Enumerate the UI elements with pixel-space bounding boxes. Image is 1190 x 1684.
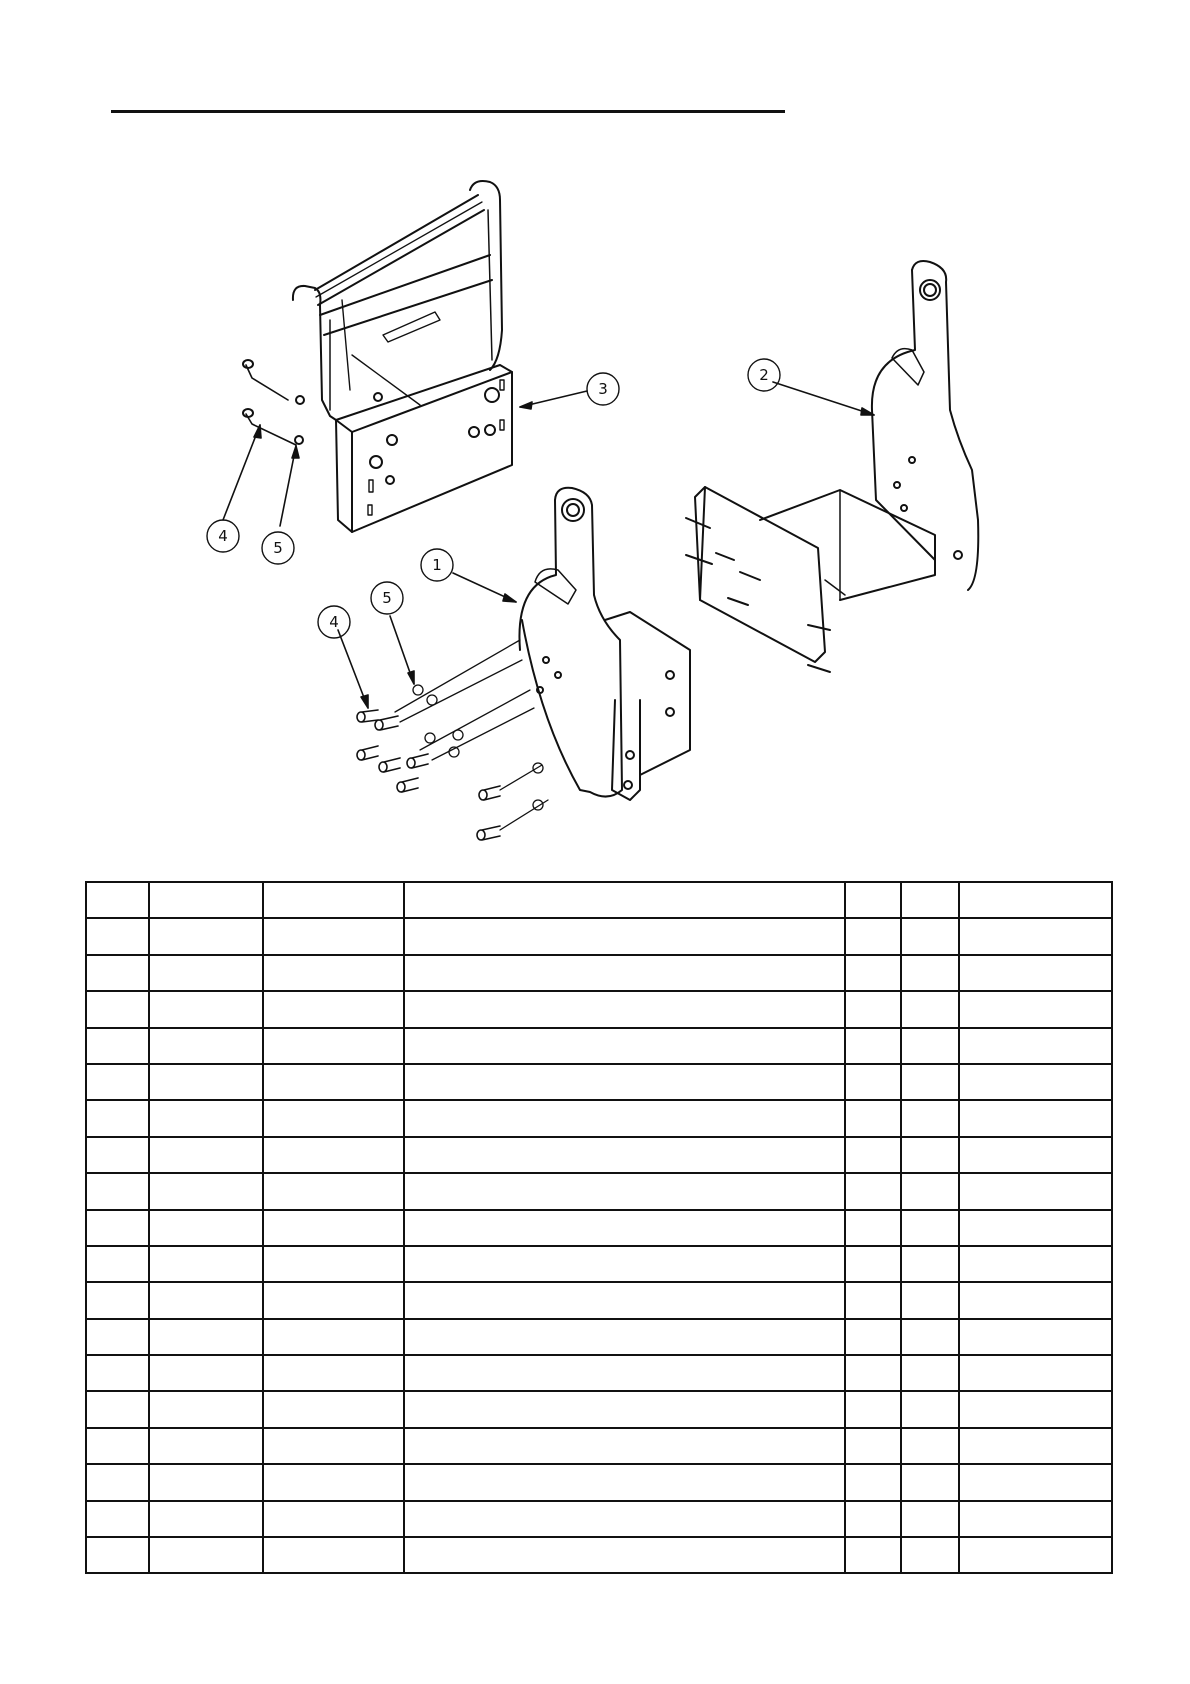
table-cell [86, 1100, 149, 1136]
table-cell [263, 955, 404, 991]
table-row [86, 1100, 1112, 1136]
table-cell [959, 1428, 1112, 1464]
table-cell [901, 1537, 959, 1573]
table-cell [149, 1319, 263, 1355]
table-cell [263, 1173, 404, 1209]
table-cell [845, 1100, 901, 1136]
table-row [86, 1319, 1112, 1355]
table-row [86, 1282, 1112, 1318]
column-header [404, 882, 845, 918]
table-cell [86, 991, 149, 1027]
table-cell [263, 1100, 404, 1136]
table-cell [959, 1246, 1112, 1282]
table-cell [901, 1428, 959, 1464]
table-cell [404, 1282, 845, 1318]
table-cell [959, 1137, 1112, 1173]
table-row [86, 1137, 1112, 1173]
table-cell [263, 1282, 404, 1318]
table-cell [901, 1355, 959, 1391]
table-cell [404, 1028, 845, 1064]
table-cell [404, 918, 845, 954]
table-cell [86, 1064, 149, 1100]
table-cell [263, 991, 404, 1027]
table-cell [901, 1064, 959, 1100]
table-cell [404, 1100, 845, 1136]
table-cell [845, 1064, 901, 1100]
table-cell [404, 1537, 845, 1573]
table-cell [149, 955, 263, 991]
table-cell [86, 1137, 149, 1173]
table-cell [149, 1028, 263, 1064]
column-header [959, 882, 1112, 918]
table-cell [959, 1537, 1112, 1573]
table-cell [901, 1464, 959, 1500]
table-cell [959, 918, 1112, 954]
table-cell [404, 955, 845, 991]
table-row [86, 991, 1112, 1027]
table-cell [901, 1282, 959, 1318]
table-row [86, 1537, 1112, 1573]
column-header [845, 882, 901, 918]
table-cell [263, 1210, 404, 1246]
table-cell [845, 955, 901, 991]
table-cell [959, 1355, 1112, 1391]
side-plate-icon [872, 261, 978, 590]
table-cell [404, 1173, 845, 1209]
table-cell [263, 1464, 404, 1500]
table-cell [901, 1028, 959, 1064]
table-cell [149, 1064, 263, 1100]
table-cell [901, 1246, 959, 1282]
table-cell [263, 1028, 404, 1064]
table-row [86, 1428, 1112, 1464]
table-cell [149, 1464, 263, 1500]
table-cell [901, 1137, 959, 1173]
column-header [86, 882, 149, 918]
table-cell [404, 1464, 845, 1500]
table-cell [149, 1210, 263, 1246]
table-row [86, 1028, 1112, 1064]
table-cell [845, 1246, 901, 1282]
table-cell [404, 1064, 845, 1100]
table-row [86, 1355, 1112, 1391]
table-cell [404, 1210, 845, 1246]
table-cell [845, 1282, 901, 1318]
table-cell [149, 1282, 263, 1318]
table-cell [845, 1210, 901, 1246]
table-cell [263, 1501, 404, 1537]
table-cell [263, 1064, 404, 1100]
table-cell [959, 1100, 1112, 1136]
table-cell [263, 918, 404, 954]
table-cell [901, 955, 959, 991]
table-cell [901, 1100, 959, 1136]
table-cell [901, 1391, 959, 1427]
table-cell [959, 1282, 1112, 1318]
table-cell [86, 1464, 149, 1500]
table-row [86, 918, 1112, 954]
table-cell [263, 1391, 404, 1427]
table-cell [149, 1355, 263, 1391]
table-cell [845, 1501, 901, 1537]
table-cell [845, 1028, 901, 1064]
table-cell [901, 1501, 959, 1537]
table-cell [86, 1028, 149, 1064]
table-cell [404, 1246, 845, 1282]
table-cell [149, 1100, 263, 1136]
table-row [86, 955, 1112, 991]
table-cell [149, 1137, 263, 1173]
table-cell [86, 1428, 149, 1464]
callout-4b-label: 4 [329, 613, 339, 631]
table-cell [959, 1173, 1112, 1209]
table-cell [149, 1246, 263, 1282]
callout-5b-label: 5 [382, 589, 392, 607]
table-row [86, 1246, 1112, 1282]
table-cell [845, 1355, 901, 1391]
table-cell [149, 1501, 263, 1537]
table-cell [901, 1319, 959, 1355]
table-cell [404, 1355, 845, 1391]
table-row [86, 1064, 1112, 1100]
table-cell [149, 991, 263, 1027]
table-cell [263, 1355, 404, 1391]
table-row [86, 1501, 1112, 1537]
table-cell [404, 1319, 845, 1355]
table-cell [86, 1282, 149, 1318]
table-cell [149, 1173, 263, 1209]
table-cell [86, 1537, 149, 1573]
table-cell [845, 1428, 901, 1464]
table-cell [959, 1464, 1112, 1500]
table-cell [959, 991, 1112, 1027]
table-cell [263, 1537, 404, 1573]
table-cell [845, 1537, 901, 1573]
callout-2-label: 2 [759, 366, 769, 384]
table-cell [901, 918, 959, 954]
table-cell [86, 955, 149, 991]
table-cell [845, 1464, 901, 1500]
table-row [86, 1173, 1112, 1209]
table-cell [404, 1428, 845, 1464]
table-cell [86, 1501, 149, 1537]
table-header-row [86, 882, 1112, 918]
callout-1-label: 1 [432, 556, 442, 574]
table-cell [901, 1173, 959, 1209]
table-row [86, 1391, 1112, 1427]
table-cell [86, 1246, 149, 1282]
table-cell [263, 1428, 404, 1464]
rear-bracket-icon [686, 487, 935, 672]
column-header [149, 882, 263, 918]
table-cell [86, 1391, 149, 1427]
table-body [86, 918, 1112, 1573]
table-cell [845, 918, 901, 954]
table-cell [959, 1319, 1112, 1355]
table-cell [959, 1391, 1112, 1427]
table-cell [404, 1391, 845, 1427]
table-cell [86, 1319, 149, 1355]
callout-5a-label: 5 [273, 539, 283, 557]
table-cell [845, 991, 901, 1027]
table-cell [959, 1028, 1112, 1064]
table-cell [263, 1137, 404, 1173]
table-cell [404, 1137, 845, 1173]
table-cell [86, 1355, 149, 1391]
table-cell [959, 1064, 1112, 1100]
table-cell [901, 991, 959, 1027]
table-cell [149, 1537, 263, 1573]
table-cell [959, 955, 1112, 991]
parts-list-table [85, 881, 1113, 1574]
table-cell [149, 1428, 263, 1464]
table-cell [959, 1210, 1112, 1246]
table-cell [845, 1137, 901, 1173]
table-row [86, 1210, 1112, 1246]
front-frame-icon [243, 181, 512, 532]
table-cell [845, 1391, 901, 1427]
table-cell [404, 991, 845, 1027]
callout-4a-label: 4 [218, 527, 228, 545]
table-row [86, 1464, 1112, 1500]
table-cell [263, 1246, 404, 1282]
table-cell [149, 1391, 263, 1427]
table-cell [959, 1501, 1112, 1537]
table-cell [404, 1501, 845, 1537]
table-cell [845, 1173, 901, 1209]
table-cell [86, 1210, 149, 1246]
column-header [263, 882, 404, 918]
table-cell [263, 1319, 404, 1355]
column-header [901, 882, 959, 918]
table-cell [86, 918, 149, 954]
table-cell [901, 1210, 959, 1246]
callout-3-label: 3 [598, 380, 608, 398]
table-cell [86, 1173, 149, 1209]
table-cell [845, 1319, 901, 1355]
table-cell [149, 918, 263, 954]
